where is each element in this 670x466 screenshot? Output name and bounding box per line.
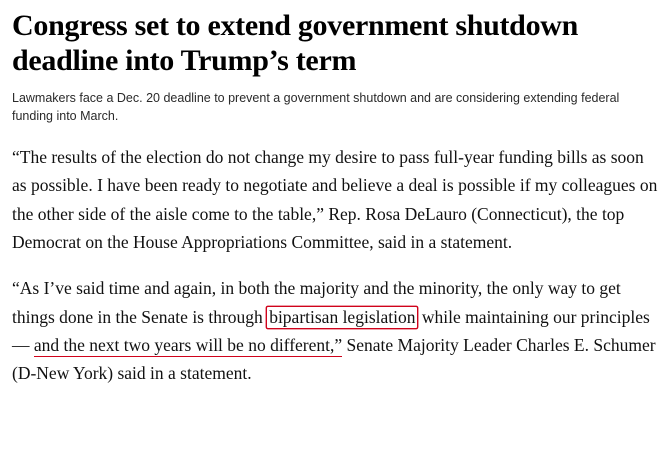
highlighted-text-box-1: bipartisan legislation: [269, 306, 416, 327]
article-standfirst: Lawmakers face a Dec. 20 deadline to prevent a government shutdown and are considering extending federal funding into March.: [12, 90, 620, 123]
paragraph-text-2b: while maintaining our principles —: [12, 306, 650, 356]
highlighted-text-underline-2: and the next two years will be no different,”: [33, 335, 343, 356]
highlighted-text-underline-1: “The results of the election do not change my desire to pass full-year funding bills as soon as possible.: [12, 147, 644, 196]
paragraph-text-2a: “As I’ve said time and again, in both the majority and the minority, the only way to get things done in the Senate is through: [12, 278, 621, 327]
page-title: Congress set to extend government shutdown deadline into Trump’s term: [12, 9, 579, 78]
paragraph-quote-schumer: [12, 274, 658, 387]
paragraph-text-2c: Senate Majority Leader Charles E. Schumer (D-New York) said in a statement.: [12, 335, 656, 384]
paragraph-quote-delauro: [12, 143, 658, 256]
paragraph-text-1: I have been ready to negotiate and believe a deal is possible if my colleagues on the other side of the aisle come to the table,” Rep. Rosa DeLauro (Connecticut), the top Democrat on the House Appropriations Committee, said in a statement.: [12, 175, 658, 253]
